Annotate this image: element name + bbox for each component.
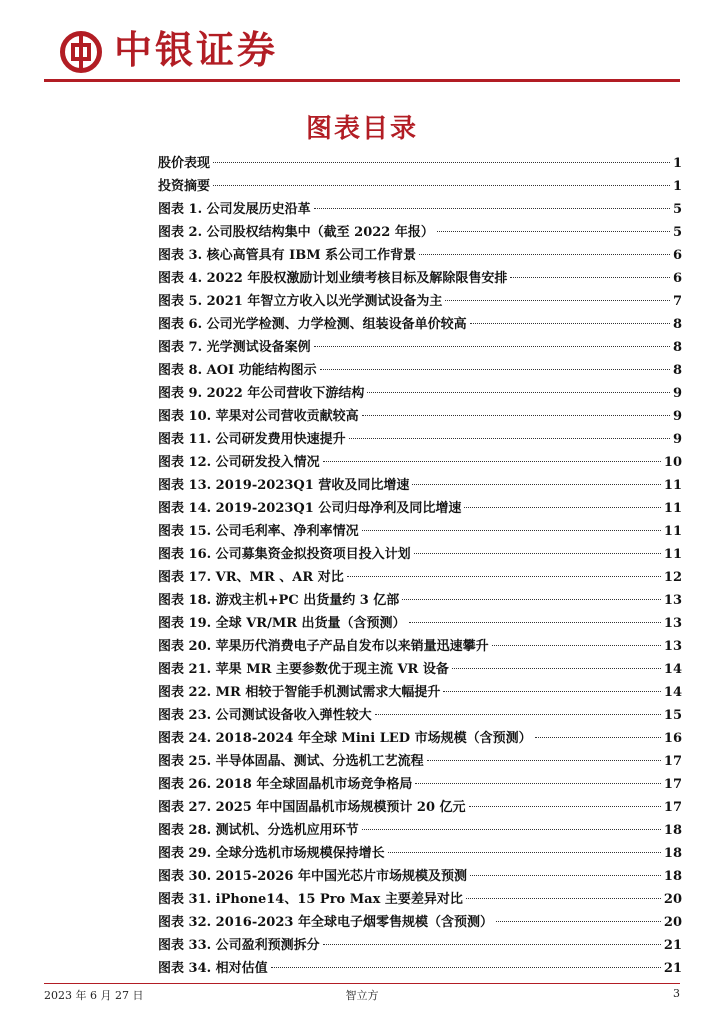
toc-entry[interactable]: [158, 336, 682, 359]
toc-dot-leader: [213, 162, 670, 163]
toc-dot-leader: [323, 461, 661, 462]
toc-dot-leader: [470, 875, 661, 876]
toc-entry-label[interactable]: 图表 30. 2015-2026 年中国光芯片市场规模及预测: [158, 869, 467, 884]
toc-entry-page[interactable]: 21: [663, 938, 682, 953]
toc-entry-page[interactable]: 6: [672, 248, 682, 263]
toc-dot-leader: [314, 346, 670, 347]
toc-entry-label[interactable]: 图表 21. 苹果 MR 主要参数优于现主流 VR 设备: [158, 662, 449, 677]
footer-date: 2023 年 6 月 27 日: [44, 989, 144, 1002]
toc-entry-page[interactable]: 7: [672, 294, 682, 309]
toc-entry[interactable]: [158, 221, 682, 244]
toc-entry[interactable]: [158, 612, 682, 635]
toc-entry-page[interactable]: 8: [672, 317, 682, 332]
toc-entry[interactable]: [158, 911, 682, 934]
toc-entry[interactable]: [158, 658, 682, 681]
toc-dot-leader: [367, 392, 670, 393]
toc-entry[interactable]: [158, 727, 682, 750]
toc-entry-label[interactable]: 图表 15. 公司毛利率、净利率情况: [158, 524, 359, 539]
toc-entry[interactable]: [158, 934, 682, 957]
toc-entry-page[interactable]: 10: [663, 455, 682, 470]
toc-dot-leader: [323, 944, 661, 945]
toc-entry-page[interactable]: 11: [663, 501, 682, 516]
toc-dot-leader: [492, 645, 661, 646]
toc-entry-label[interactable]: 图表 1. 公司发展历史沿革: [158, 202, 311, 217]
toc-entry-page[interactable]: 17: [663, 777, 682, 792]
toc-entry-label[interactable]: 图表 20. 苹果历代消费电子产品自发布以来销量迅速攀升: [158, 639, 489, 654]
toc-entry-label[interactable]: 图表 19. 全球 VR/MR 出货量（含预测）: [158, 616, 406, 631]
toc-entry-label[interactable]: 图表 34. 相对估值: [158, 961, 268, 976]
toc-entry[interactable]: [158, 543, 682, 566]
page-header: [0, 0, 724, 84]
toc-entry-label[interactable]: 图表 7. 光学测试设备案例: [158, 340, 311, 355]
toc-entry[interactable]: [158, 313, 682, 336]
toc-entry[interactable]: [158, 428, 682, 451]
toc-entry-page[interactable]: 8: [672, 363, 682, 378]
toc-dot-leader: [496, 921, 661, 922]
toc-entry-label[interactable]: 图表 8. AOI 功能结构图示: [158, 363, 317, 378]
toc-entry-label[interactable]: 图表 27. 2025 年中国固晶机市场规模预计 20 亿元: [158, 800, 466, 815]
toc-entry-label[interactable]: 图表 9. 2022 年公司营收下游结构: [158, 386, 365, 401]
toc-dot-leader: [464, 507, 661, 508]
toc-entry-page[interactable]: 18: [663, 869, 682, 884]
toc-entry-page[interactable]: 14: [663, 662, 682, 677]
toc-entry[interactable]: [158, 474, 682, 497]
toc-entry-page[interactable]: 13: [663, 616, 682, 631]
toc-dot-leader: [412, 484, 661, 485]
footer-page-number: 3: [673, 987, 680, 1000]
toc-entry[interactable]: [158, 635, 682, 658]
toc-entry-page[interactable]: 1: [672, 179, 682, 194]
toc-dot-leader: [320, 369, 670, 370]
toc-entry-page[interactable]: 1: [672, 156, 682, 171]
toc-entry[interactable]: [158, 382, 682, 405]
toc-entry-label[interactable]: 图表 25. 半导体固晶、测试、分选机工艺流程: [158, 754, 424, 769]
toc-entry-label[interactable]: 图表 18. 游戏主机+PC 出货量约 3 亿部: [158, 593, 400, 608]
toc-dot-leader: [466, 898, 661, 899]
toc-entry-label[interactable]: 图表 33. 公司盈利预测拆分: [158, 938, 320, 953]
toc-entry-label[interactable]: 投资摘要: [158, 179, 211, 194]
toc-entry-label[interactable]: 图表 28. 测试机、分选机应用环节: [158, 823, 359, 838]
bank-of-china-logo-icon: [59, 30, 103, 74]
page-footer: [44, 987, 680, 1003]
toc-entry[interactable]: [158, 497, 682, 520]
toc-dot-leader: [414, 553, 661, 554]
toc-entry-label[interactable]: 图表 16. 公司募集资金拟投资项目投入计划: [158, 547, 411, 562]
toc-entry-page[interactable]: 8: [672, 340, 682, 355]
toc-dot-leader: [443, 691, 661, 692]
toc-dot-leader: [314, 208, 670, 209]
toc-entry[interactable]: [158, 175, 682, 198]
brand-name: 中银证券: [114, 28, 279, 72]
footer-company: 智立方: [345, 989, 379, 1002]
toc-entry-page[interactable]: 14: [663, 685, 682, 700]
table-of-contents: [158, 152, 682, 980]
toc-entry-page[interactable]: 18: [663, 846, 682, 861]
toc-dot-leader: [271, 967, 661, 968]
toc-entry-page[interactable]: 21: [663, 961, 682, 976]
toc-entry-page[interactable]: 13: [663, 639, 682, 654]
toc-entry[interactable]: [158, 244, 682, 267]
toc-entry-page[interactable]: 13: [663, 593, 682, 608]
toc-entry-page[interactable]: 20: [663, 892, 682, 907]
toc-entry-label[interactable]: 图表 32. 2016-2023 年全球电子烟零售规模（含预测）: [158, 915, 493, 930]
toc-entry-page[interactable]: 9: [672, 432, 682, 447]
toc-entry-page[interactable]: 17: [663, 800, 682, 815]
toc-entry-page[interactable]: 20: [663, 915, 682, 930]
toc-dot-leader: [419, 254, 670, 255]
toc-entry-page[interactable]: 12: [663, 570, 682, 585]
toc-dot-leader: [362, 530, 661, 531]
toc-entry[interactable]: [158, 865, 682, 888]
toc-entry-page[interactable]: 5: [672, 225, 682, 240]
toc-entry[interactable]: [158, 796, 682, 819]
toc-entry-label[interactable]: 图表 23. 公司测试设备收入弹性较大: [158, 708, 372, 723]
toc-entry-page[interactable]: 18: [663, 823, 682, 838]
toc-entry[interactable]: [158, 152, 682, 175]
footer-rule: [44, 983, 680, 984]
toc-entry[interactable]: [158, 405, 682, 428]
toc-dot-leader: [388, 852, 661, 853]
toc-entry-page[interactable]: 11: [663, 478, 682, 493]
toc-entry-label[interactable]: 图表 17. VR、MR 、AR 对比: [158, 570, 344, 585]
toc-entry[interactable]: [158, 819, 682, 842]
toc-entry[interactable]: [158, 773, 682, 796]
toc-dot-leader: [415, 783, 661, 784]
toc-dot-leader: [427, 760, 661, 761]
toc-entry[interactable]: [158, 566, 682, 589]
toc-entry-page[interactable]: 6: [672, 271, 682, 286]
toc-entry-label[interactable]: 图表 2. 公司股权结构集中（截至 2022 年报）: [158, 225, 434, 240]
toc-dot-leader: [437, 231, 670, 232]
toc-dot-leader: [362, 415, 670, 416]
toc-dot-leader: [213, 185, 670, 186]
toc-entry-label[interactable]: 图表 13. 2019-2023Q1 营收及同比增速: [158, 478, 410, 493]
toc-entry-label[interactable]: 图表 11. 公司研发费用快速提升: [158, 432, 346, 447]
header-rule: [44, 79, 680, 82]
toc-entry-label[interactable]: 股价表现: [158, 156, 211, 171]
toc-dot-leader: [469, 806, 661, 807]
toc-entry-page[interactable]: 5: [672, 202, 682, 217]
toc-entry-label[interactable]: 图表 26. 2018 年全球固晶机市场竞争格局: [158, 777, 413, 792]
toc-entry-page[interactable]: 9: [672, 386, 682, 401]
toc-entry[interactable]: [158, 750, 682, 773]
toc-entry[interactable]: [158, 681, 682, 704]
toc-dot-leader: [535, 737, 661, 738]
toc-entry-page[interactable]: 15: [663, 708, 682, 723]
toc-dot-leader: [452, 668, 661, 669]
toc-entry[interactable]: [158, 704, 682, 727]
toc-entry-label[interactable]: 图表 22. MR 相较于智能手机测试需求大幅提升: [158, 685, 441, 700]
toc-dot-leader: [470, 323, 670, 324]
toc-entry[interactable]: [158, 888, 682, 911]
page-title: 图表目录: [305, 114, 418, 144]
toc-entry[interactable]: [158, 957, 682, 980]
toc-entry-page[interactable]: 16: [663, 731, 682, 746]
toc-entry-label[interactable]: 图表 4. 2022 年股权激励计划业绩考核目标及解除限售安排: [158, 271, 508, 286]
toc-entry[interactable]: [158, 290, 682, 313]
toc-entry-label[interactable]: 图表 14. 2019-2023Q1 公司归母净利及同比增速: [158, 501, 462, 516]
toc-dot-leader: [375, 714, 661, 715]
toc-entry[interactable]: [158, 198, 682, 221]
toc-dot-leader: [347, 576, 661, 577]
toc-dot-leader: [409, 622, 661, 623]
toc-dot-leader: [510, 277, 670, 278]
toc-entry[interactable]: [158, 589, 682, 612]
toc-dot-leader: [362, 829, 661, 830]
toc-entry-label[interactable]: 图表 10. 苹果对公司营收贡献较高: [158, 409, 359, 424]
toc-entry-label[interactable]: 图表 24. 2018-2024 年全球 Mini LED 市场规模（含预测）: [158, 731, 532, 746]
toc-entry[interactable]: [158, 520, 682, 543]
toc-entry[interactable]: [158, 267, 682, 290]
toc-entry-label[interactable]: 图表 5. 2021 年智立方收入以光学测试设备为主: [158, 294, 443, 309]
toc-entry[interactable]: [158, 451, 682, 474]
toc-dot-leader: [402, 599, 661, 600]
toc-entry-label[interactable]: 图表 12. 公司研发投入情况: [158, 455, 320, 470]
toc-dot-leader: [445, 300, 670, 301]
toc-entry-label[interactable]: 图表 6. 公司光学检测、力学检测、组装设备单价较高: [158, 317, 467, 332]
toc-entry-page[interactable]: 11: [663, 524, 682, 539]
toc-entry-page[interactable]: 17: [663, 754, 682, 769]
toc-entry[interactable]: [158, 359, 682, 382]
toc-entry[interactable]: [158, 842, 682, 865]
toc-entry-page[interactable]: 11: [663, 547, 682, 562]
toc-entry-label[interactable]: 图表 29. 全球分选机市场规模保持增长: [158, 846, 385, 861]
toc-entry-label[interactable]: 图表 3. 核心高管具有 IBM 系公司工作背景: [158, 248, 417, 263]
toc-entry-label[interactable]: 图表 31. iPhone14、15 Pro Max 主要差异对比: [158, 892, 463, 907]
toc-entry-page[interactable]: 9: [672, 409, 682, 424]
toc-dot-leader: [349, 438, 670, 439]
